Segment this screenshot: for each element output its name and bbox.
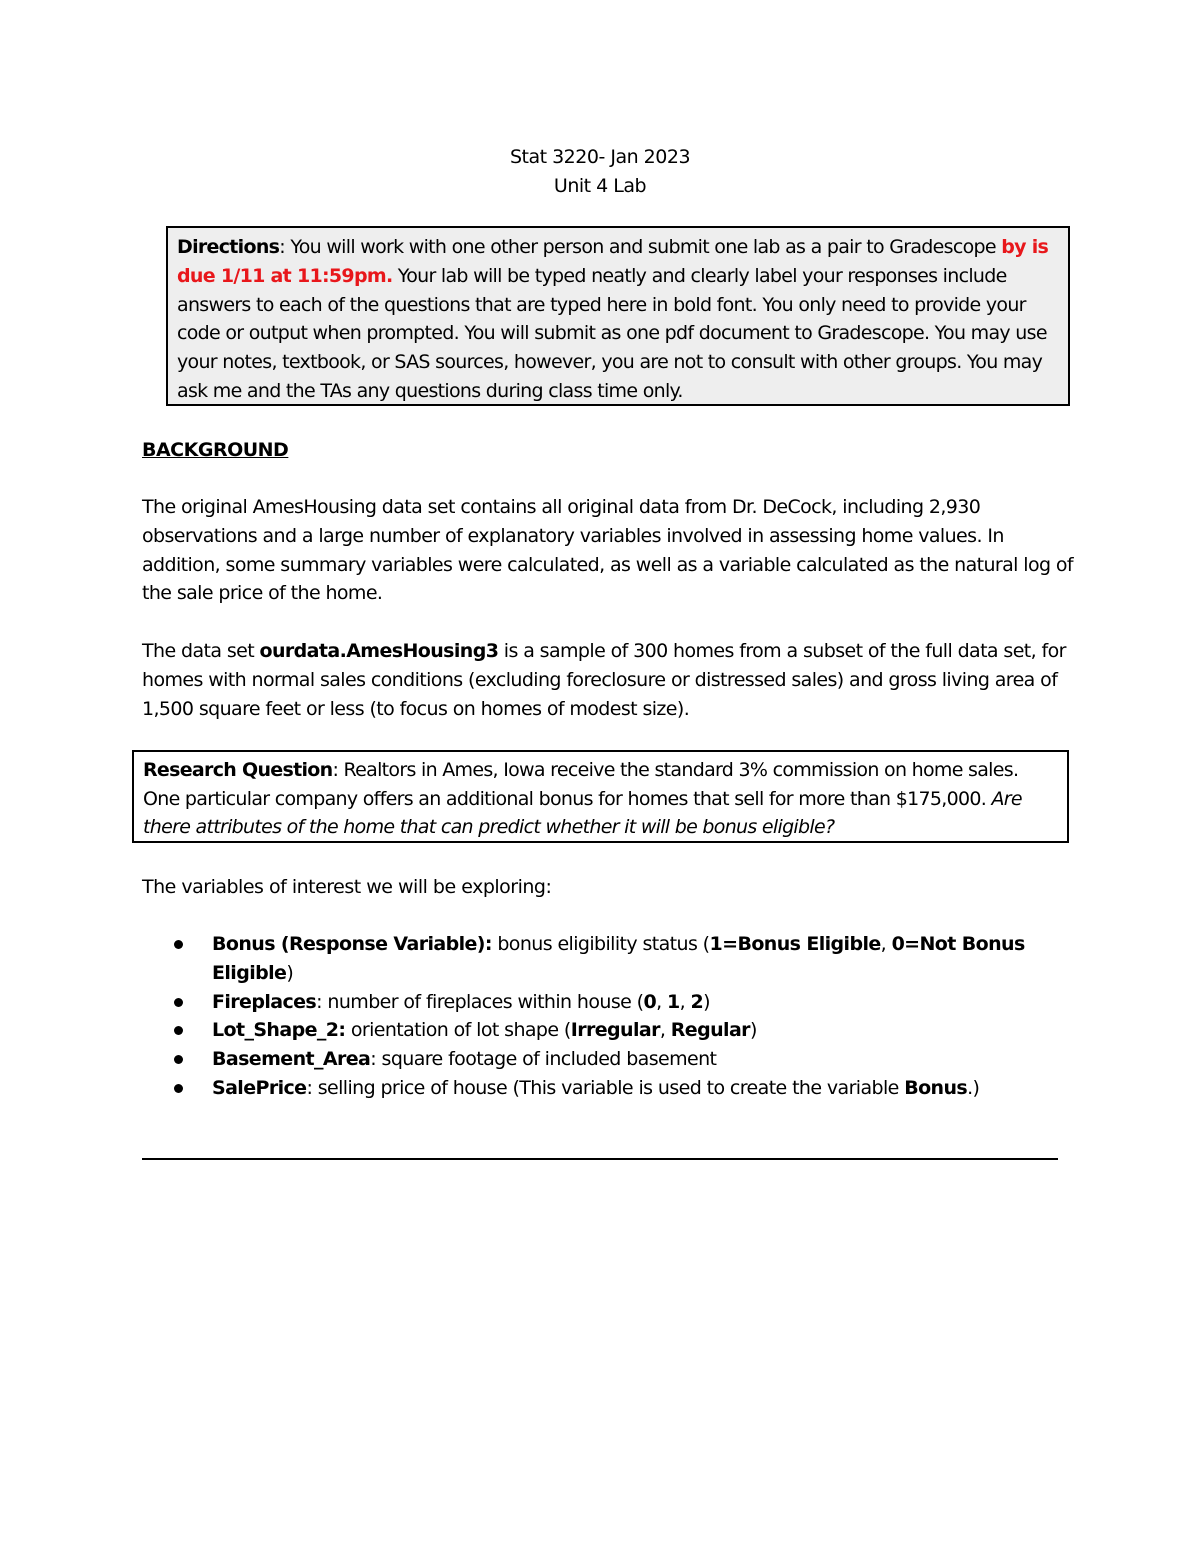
- variable-desc: : selling price of house (This variable is used to create the variable: [306, 1076, 905, 1099]
- variable-name: Bonus (Response Variable):: [212, 933, 492, 955]
- para2-text-a: The data set: [142, 640, 260, 662]
- variable-name: Fireplaces: [212, 990, 317, 1013]
- variable-sep: ,: [679, 990, 691, 1013]
- variables-intro: The variables of interest we will be exploring:: [142, 876, 552, 898]
- list-item-lot-shape: [142, 1016, 1042, 1045]
- variable-value: Irregular: [570, 1019, 660, 1042]
- horizontal-rule: [142, 1158, 1058, 1160]
- variable-name: SalePrice: [212, 1076, 307, 1099]
- variable-desc: orientation of lot shape (: [345, 1019, 571, 1042]
- dataset-name: ourdata.AmesHousing3: [259, 640, 499, 662]
- variable-name: Basement_Area: [212, 1048, 371, 1071]
- variable-value: 1: [667, 990, 680, 1013]
- variable-value: 0=Not Bonus Eligible: [212, 933, 1025, 984]
- variable-value: Regular: [670, 1019, 750, 1042]
- bullet-icon: [174, 940, 183, 949]
- variable-name: Lot_Shape_2:: [212, 1019, 346, 1042]
- variable-sep: ,: [659, 1019, 671, 1042]
- variables-list: [142, 930, 1042, 1103]
- variable-close: ): [749, 1019, 757, 1042]
- list-item-fireplaces: [142, 988, 1042, 1017]
- directions-box: [166, 226, 1070, 406]
- due-date: by is due 1/11 at 11:59pm.: [177, 236, 1049, 287]
- document-title: Stat 3220- Jan 2023: [509, 146, 691, 168]
- research-question-box: [132, 750, 1069, 843]
- directions-label: Directions: [177, 236, 280, 258]
- bullet-icon: [174, 1055, 183, 1064]
- variable-desc: : number of fireplaces within house (: [316, 990, 644, 1013]
- variable-close: .): [967, 1076, 980, 1099]
- list-item-bonus: [142, 930, 1042, 988]
- research-text: Realtors in Ames, Iowa receive the standard 3% commission on home sales. One particular company offers an additional bonus for homes that sell for more than $175,000.: [143, 759, 1019, 810]
- variable-ref: Bonus: [904, 1076, 968, 1099]
- background-paragraph-2: [142, 637, 1077, 723]
- variable-desc: : square footage of included basement: [370, 1048, 717, 1071]
- variable-sep: ,: [656, 990, 667, 1013]
- list-item-basement-area: [142, 1045, 1042, 1074]
- background-paragraph-1: The original AmesHousing data set contains all original data from Dr. DeCock, including 2,930 observations and a large number of explanatory variables involved in assessing home values. In addition, some summary variables were calculated, as well as a variable calculated as the natural log of the sale price of the home.: [142, 496, 1074, 605]
- variable-value: 2: [690, 990, 704, 1013]
- research-separator: :: [332, 759, 344, 781]
- bullet-icon: [174, 998, 183, 1007]
- research-question: Are there attributes of the home that can predict whether it will be bonus eligible?: [143, 787, 1022, 839]
- directions-separator: :: [279, 236, 291, 258]
- variable-value: 0: [643, 990, 657, 1013]
- background-heading: BACKGROUND: [142, 439, 289, 461]
- research-label: Research Question: [143, 759, 333, 781]
- variable-sep: ,: [880, 933, 892, 955]
- directions-text-a: You will work with one other person and submit one lab as a pair to Gradescope: [290, 236, 1002, 258]
- variable-value: 1=Bonus Eligible: [709, 933, 881, 955]
- directions-text-b: Your lab will be typed neatly and clearly label your responses include answers to each of the questions that are typed here in bold font. You only need to provide your code or output when prompted. You will submit as one pdf document to Gradescope. You may use your notes, textbook, or SAS sources, however, you are not to consult with other groups. You may ask me and the TAs any questions during class time only.: [177, 264, 1047, 402]
- variable-close: ): [286, 961, 294, 984]
- document-subtitle: Unit 4 Lab: [553, 175, 647, 197]
- variable-close: ): [703, 990, 710, 1013]
- variable-desc: bonus eligibility status (: [491, 933, 710, 955]
- para2-text-b: is a sample of 300 homes from a subset of the full data set, for homes with normal sales conditions (excluding foreclosure or distressed sales) and gross living area of 1,500 square feet or less (to focus on homes of modest size).: [142, 640, 1066, 720]
- bullet-icon: [174, 1026, 183, 1035]
- list-item-saleprice: [142, 1074, 1042, 1103]
- bullet-icon: [174, 1084, 183, 1093]
